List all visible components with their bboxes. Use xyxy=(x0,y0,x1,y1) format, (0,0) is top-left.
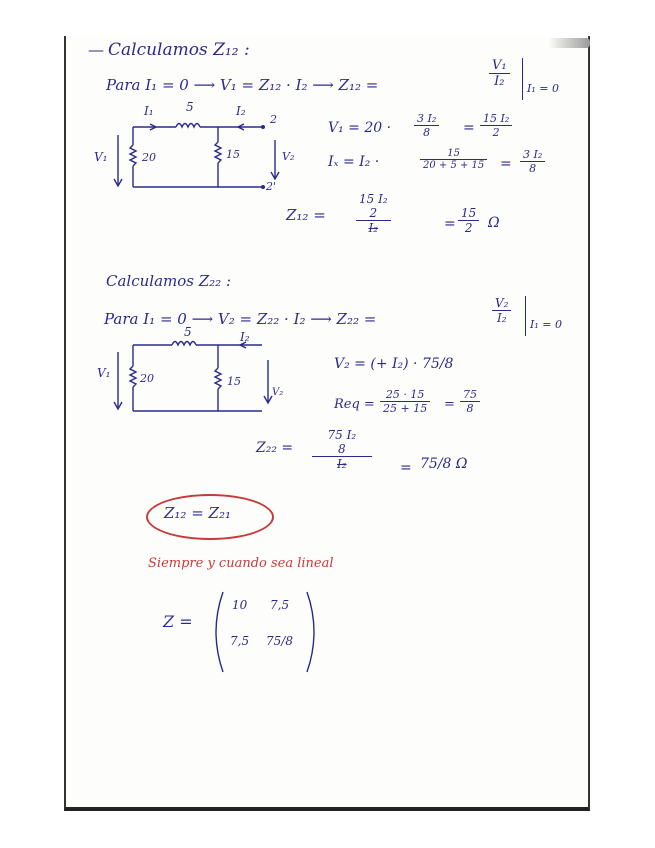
c2-r15-label: 15 xyxy=(227,375,241,388)
z22-def-num: V₂ xyxy=(492,296,511,311)
z12-value-num: 15 xyxy=(458,206,479,221)
z12-result-den: I₂ xyxy=(368,221,379,235)
ix-frac1-num: 15 xyxy=(420,148,487,160)
v1-frac2-num: 15 I₂ xyxy=(480,112,512,126)
c1-r20-label: 20 xyxy=(142,151,156,164)
z22-result-num-top: 75 I₂ xyxy=(327,428,357,442)
heading-z22: Calculamos Z₂₂ : xyxy=(106,272,232,290)
v1-frac2-den: 2 xyxy=(492,126,500,139)
linearity-note: Siempre y cuando sea lineal xyxy=(148,556,334,571)
ix-frac2-den: 8 xyxy=(529,162,537,175)
heading-z12-dash: — xyxy=(88,40,104,59)
v1-equals: = xyxy=(463,120,475,136)
z12-value-den: 2 xyxy=(464,221,473,235)
z12-result-num-top: 15 I₂ xyxy=(359,192,388,206)
req-frac2-num: 75 xyxy=(460,388,480,402)
req-frac2-den: 8 xyxy=(466,402,474,415)
ix-frac1-den: 20 + 5 + 15 xyxy=(423,160,485,171)
c1-v1-label: V₁ xyxy=(94,150,108,164)
c1-node2-label: 2 xyxy=(270,113,277,126)
heading-z12: Calculamos Z₁₂ : xyxy=(108,40,250,60)
c2-v1-label: V₁ xyxy=(97,366,111,380)
z12-condition: Para I₁ = 0 ⟶ V₁ = Z₁₂ · I₂ ⟶ Z₁₂ = xyxy=(106,76,379,94)
req-frac1-den: 25 + 15 xyxy=(383,402,428,415)
z22-condition: Para I₁ = 0 ⟶ V₂ = Z₂₂ · I₂ ⟶ Z₂₂ = xyxy=(104,310,377,328)
v1-frac1-den: 8 xyxy=(423,126,431,139)
c2-i2-label: I₂ xyxy=(240,330,250,344)
reciprocity-equation: Z₁₂ = Z₂₁ xyxy=(164,504,232,522)
c1-r15-label: 15 xyxy=(226,148,240,161)
c1-r5-label: 5 xyxy=(186,100,194,114)
c1-v2-label: V₂ xyxy=(282,150,295,163)
z22-result-lhs: Z₂₂ = xyxy=(256,440,294,456)
c1-i1-label: I₁ xyxy=(144,104,154,118)
z12-eval: I₁ = 0 xyxy=(527,82,559,95)
z12-def-den: I₂ xyxy=(494,74,505,89)
req-lhs: Req = xyxy=(334,397,375,412)
z22-result-num-bot: 8 xyxy=(312,442,372,457)
ix-equals: = xyxy=(500,156,512,172)
matrix-cell-r1c1: 10 xyxy=(232,598,248,612)
z12-result-num-bot: 2 xyxy=(356,206,391,221)
z12-result-equals: = xyxy=(444,216,456,232)
z22-def-den: I₂ xyxy=(496,311,507,325)
z22-result-equals: = xyxy=(400,460,412,476)
c2-r20-label: 20 xyxy=(140,372,154,385)
c2-v2-label: V₂ xyxy=(272,387,284,398)
z12-def-num: V₁ xyxy=(489,58,510,74)
matrix-cell-r2c2: 75/8 xyxy=(266,634,293,648)
z22-value: 75/8 Ω xyxy=(420,456,468,472)
ix-equation: Iₓ = I₂ · xyxy=(328,154,380,170)
v1-equation: V₁ = 20 · xyxy=(328,120,392,136)
req-frac1-num: 25 · 15 xyxy=(380,388,430,402)
ix-frac2-num: 3 I₂ xyxy=(520,148,545,162)
c2-r5-label: 5 xyxy=(184,325,192,339)
v2-equation: V₂ = (+ I₂) · 75/8 xyxy=(334,356,454,372)
v1-frac1-num: 3 I₂ xyxy=(414,112,439,126)
matrix-label: Z = xyxy=(163,612,193,631)
matrix-cell-r2c1: 7,5 xyxy=(230,634,250,648)
req-equals: = xyxy=(444,397,455,412)
c1-i2-label: I₂ xyxy=(236,104,246,118)
z12-unit: Ω xyxy=(488,215,500,231)
z22-eval: I₁ = 0 xyxy=(530,318,562,331)
c1-node2p-label: 2' xyxy=(266,180,277,193)
z12-result-lhs: Z₁₂ = xyxy=(286,206,326,224)
z22-result-den: I₂ xyxy=(337,457,347,471)
matrix-cell-r1c2: 7,5 xyxy=(270,598,290,612)
